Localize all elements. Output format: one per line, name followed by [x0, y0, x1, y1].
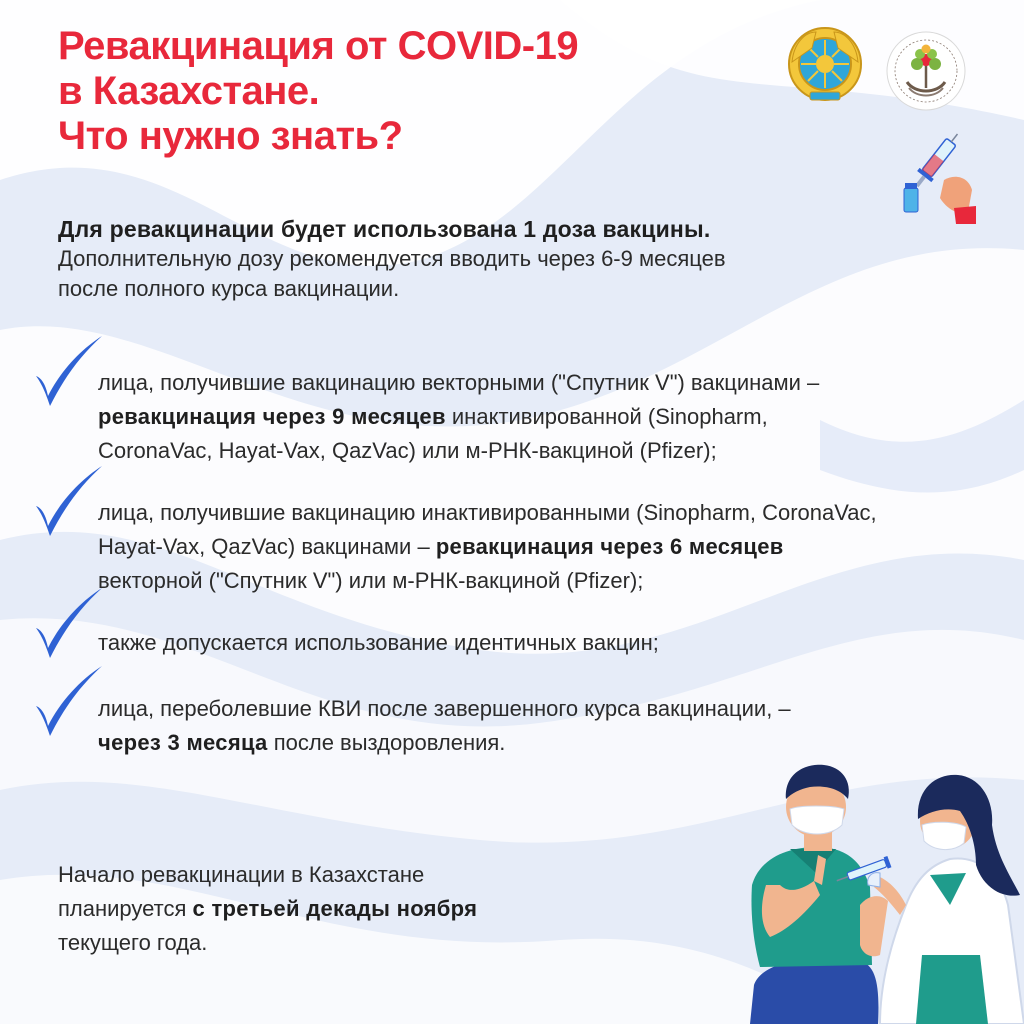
state-emblem-icon: [786, 24, 864, 104]
item-2-line-3: векторной ("Спутник V") или м-РНК-вакциной (Pfizer);: [98, 568, 644, 593]
checkmark-icon: [34, 666, 104, 736]
intro-line-3: после полного курса вакцинации.: [58, 276, 400, 301]
item-3-line-1: также допускается использование идентичных вакцин;: [98, 630, 659, 655]
vaccination-scene-illustration: [730, 755, 1024, 1024]
title-line-3: Что нужно знать?: [58, 114, 403, 158]
checkmark-icon: [34, 466, 104, 536]
list-item-text: [98, 366, 998, 468]
footer-bold: с третьей декады ноября: [192, 896, 478, 921]
checkmark-icon: [34, 588, 104, 658]
list-item-text: [98, 692, 998, 760]
item-1-line-1: лица, получившие вакцинацию векторными ("Спутник V") вакцинами –: [98, 370, 820, 395]
intro-line-2: Дополнительную дозу рекомендуется вводить через 6-9 месяцев: [58, 246, 726, 271]
title-line-2: в Казахстане.: [58, 69, 320, 113]
footer-line-3: текущего года.: [58, 930, 208, 955]
item-4-line-2: после выздоровления.: [267, 730, 506, 755]
intro-block: [58, 214, 938, 304]
footer-line-2: планируется: [58, 896, 193, 921]
footer-note: [58, 858, 618, 960]
item-4-bold: через 3 месяца: [98, 730, 268, 755]
item-4-line-1: лица, переболевшие КВИ после завершенного курса вакцинации, –: [98, 696, 791, 721]
item-1-bold: ревакцинация через 9 месяцев: [98, 404, 446, 429]
syringe-vial-icon: [896, 128, 976, 224]
item-1-line-2: инактивированной (Sinopharm,: [445, 404, 768, 429]
tree-hands-logo-icon: [885, 30, 967, 112]
list-item-text: [98, 496, 998, 598]
checkmark-icon: [34, 336, 104, 406]
page-title: [58, 24, 578, 159]
intro-bold-line: Для ревакцинации будет использована 1 доза вакцины.: [58, 216, 711, 242]
list-item-text: [98, 626, 998, 660]
item-2-line-1: лица, получившие вакцинацию инактивированными (Sinopharm, CoronaVac,: [98, 500, 877, 525]
title-line-1: Ревакцинация от COVID-19: [58, 24, 579, 68]
item-2-line-2: Hayat-Vax, QazVac) вакцинами –: [98, 534, 436, 559]
item-2-bold: ревакцинация через 6 месяцев: [435, 534, 784, 559]
footer-line-1: Начало ревакцинации в Казахстане: [58, 862, 425, 887]
item-1-line-3: CoronaVac, Hayat-Vax, QazVac) или м-РНК-вакциной (Pfizer);: [98, 438, 717, 463]
